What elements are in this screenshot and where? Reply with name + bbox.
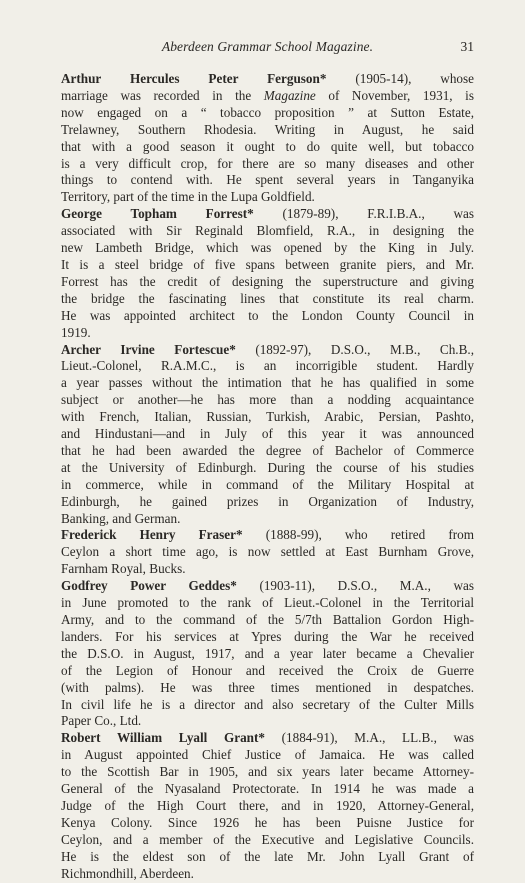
text-line	[61, 71, 474, 88]
text-run: (1879-89), F.R.I.B.A., was	[253, 206, 475, 222]
text-line	[61, 156, 474, 173]
text-run: Kenya Colony. Since 1926 he has been Puisne Justice for	[61, 814, 474, 830]
text-run: (1903-11), D.S.O., M.A., was	[236, 578, 475, 594]
text-run: marriage was recorded in the	[61, 87, 264, 103]
text-run: new Lambeth Bridge, which was opened by the King in July.	[61, 240, 474, 256]
text-run: Judge of the High Court there, and in 1920, Attorney-General,	[61, 797, 474, 813]
text-run: Paper Co., Ltd.	[61, 713, 142, 729]
text-run: Territory, part of the time in the Lupa Goldfield.	[61, 189, 315, 205]
person-name: Frederick Henry Fraser*	[61, 527, 243, 543]
entry-paragraph	[61, 730, 474, 882]
text-run: at the University of Edinburgh. During the course of his studies	[61, 459, 474, 475]
person-name: Godfrey Power Geddes*	[61, 578, 237, 594]
text-line	[61, 477, 474, 494]
text-run: Farnham Royal, Bucks.	[61, 561, 186, 577]
text-line	[61, 781, 474, 798]
text-run: with French, Italian, Russian, Turkish, Arabic, Persian, Pashto,	[61, 409, 474, 425]
text-line	[61, 697, 474, 714]
text-run: and Hindustani—and in July of this year it was announced	[61, 426, 474, 442]
entry-paragraph	[61, 527, 474, 578]
text-run: a year passes without the intimation that he has qualified in some	[61, 375, 474, 391]
text-line	[61, 578, 474, 595]
text-run: Army, and to the command of the 5/7th Battalion Gordon High-	[61, 612, 474, 627]
text-line	[61, 663, 474, 680]
text-run: 1919.	[61, 324, 91, 340]
text-run: is a very difficult crop, for there are so many diseases and other	[61, 155, 474, 171]
entries-list	[61, 71, 474, 883]
text-line	[61, 527, 474, 544]
text-run: Banking, and German.	[61, 510, 181, 526]
text-line	[61, 122, 474, 139]
text-run: the bridge the fascinating lines that constitute its real charm.	[61, 290, 474, 306]
text-line	[61, 494, 474, 511]
text-run: that he had been awarded the degree of Bachelor of Commerce	[61, 442, 474, 458]
text-line	[61, 88, 474, 105]
text-line	[61, 325, 474, 342]
text-line	[61, 680, 474, 697]
text-line	[61, 172, 474, 189]
text-line	[61, 223, 474, 240]
text-line	[61, 561, 474, 578]
text-run: associated with Sir Reginald Blomfield, R.A., in designing the	[61, 223, 474, 239]
text-line	[61, 426, 474, 443]
text-line	[61, 392, 474, 409]
text-line	[61, 274, 474, 291]
text-run: of November, 1931, is	[315, 87, 474, 103]
entry-paragraph	[61, 342, 474, 528]
text-line	[61, 409, 474, 426]
text-line	[61, 747, 474, 764]
text-run: Edinburgh, he gained prizes in Organization of Industry,	[61, 493, 474, 509]
text-run: subject or another—he has more than a nodding acquaintance	[61, 392, 474, 408]
person-name: Robert William Lyall Grant*	[61, 730, 265, 746]
text-run: to the Scottish Bar in 1905, and six years later became Attorney-	[61, 764, 474, 780]
text-run: the D.S.O. in August, 1917, and a year later became a Chevalier	[61, 645, 474, 661]
text-line	[61, 849, 474, 866]
text-run: General of the Nyasaland Protectorate. In 1914 he was made a	[61, 781, 474, 797]
entry-paragraph	[61, 71, 474, 206]
text-line	[61, 189, 474, 206]
text-run: It is a steel bridge of five spans between granite piers, and Mr.	[61, 256, 474, 272]
text-run: of the Legion of Honour and received the Croix de Guerre	[61, 662, 474, 678]
text-line	[61, 308, 474, 325]
text-line	[61, 342, 474, 359]
text-line	[61, 291, 474, 308]
text-line	[61, 206, 474, 223]
text-run: in August appointed Chief Justice of Jamaica. He was called	[61, 747, 474, 763]
text-line	[61, 139, 474, 156]
entry-paragraph	[61, 206, 474, 341]
running-title: Aberdeen Grammar School Magazine.	[161, 39, 374, 54]
text-line	[61, 832, 474, 849]
text-line	[61, 358, 474, 375]
text-run: Ceylon a short time ago, is now settled at East Burnham Grove,	[61, 544, 474, 560]
text-line	[61, 730, 474, 747]
text-run: (with palms). He was three times mentioned in despatches.	[61, 679, 474, 695]
text-run: (1905-14), whose	[326, 71, 474, 86]
text-run: now engaged on a “ tobacco proposition ” at Sutton Estate,	[61, 104, 474, 120]
text-line	[61, 798, 474, 815]
text-line	[61, 866, 474, 883]
text-run: Lieut.-Colonel, R.A.M.C., is an incorrigible student. Hardly	[61, 358, 474, 374]
text-line	[61, 257, 474, 274]
text-line	[61, 460, 474, 477]
text-line	[61, 815, 474, 832]
text-run: landers. For his services at Ypres during the War he received	[61, 628, 474, 644]
text-run: things to contend with. He spent several years in Tanganyika	[61, 172, 474, 188]
text-run: Trelawney, Southern Rhodesia. Writing in August, he said	[61, 121, 474, 137]
text-line	[61, 511, 474, 528]
text-run: (1892-97), D.S.O., M.B., Ch.B.,	[235, 341, 474, 357]
entry-paragraph	[61, 578, 474, 730]
text-line	[61, 375, 474, 392]
text-line	[61, 240, 474, 257]
page-header	[61, 38, 474, 56]
text-line	[61, 595, 474, 612]
page-number: 31	[460, 39, 474, 54]
text-run: Ceylon, and a member of the Executive and Legislative Councils.	[61, 831, 474, 847]
text-line	[61, 764, 474, 781]
text-run: Richmondhill, Aberdeen.	[61, 865, 194, 881]
text-run: He was appointed architect to the London County Council in	[61, 307, 474, 323]
text-run: Forrest has the credit of designing the superstructure and giving	[61, 273, 474, 289]
text-line	[61, 713, 474, 730]
text-line	[61, 612, 474, 629]
text-run: (1888-99), who retired from	[242, 527, 474, 543]
text-line	[61, 646, 474, 663]
text-line	[61, 629, 474, 646]
text-line	[61, 443, 474, 460]
text-run: He is the eldest son of the late Mr. John Lyall Grant of	[61, 848, 474, 864]
text-run: (1884-91), M.A., LL.B., was	[265, 730, 474, 746]
text-run: In civil life he is a director and also secretary of the Culter Mills	[61, 696, 474, 712]
text-run: in commerce, while in command of the Military Hospital at	[61, 476, 474, 492]
person-name: Archer Irvine Fortescue*	[61, 341, 236, 357]
person-name: Arthur Hercules Peter Ferguson*	[61, 71, 327, 86]
magazine-title: Magazine	[263, 87, 316, 103]
text-line	[61, 544, 474, 561]
person-name: George Topham Forrest*	[61, 206, 254, 222]
magazine-page	[61, 38, 474, 883]
text-run: that with a good season it ought to do quite well, but tobacco	[61, 138, 474, 154]
text-run: in June promoted to the rank of Lieut.-Colonel in the Territorial	[61, 595, 474, 611]
text-line	[61, 105, 474, 122]
